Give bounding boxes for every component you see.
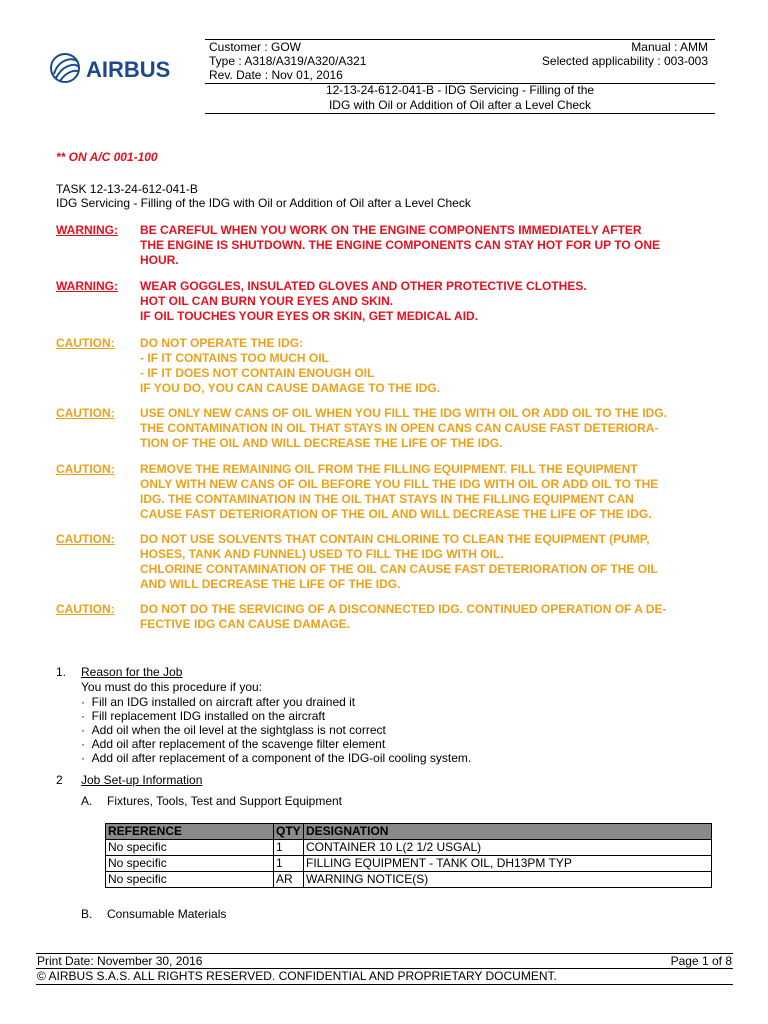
cell-designation: FILLING EQUIPMENT - TANK OIL, DH13PM TYP bbox=[304, 856, 712, 872]
caution-line: DO NOT USE SOLVENTS THAT CONTAIN CHLORINE TO CLEAN THE EQUIPMENT (PUMP, bbox=[140, 532, 650, 546]
list-item: · Add oil after replacement of the scavenge filter element bbox=[81, 737, 386, 751]
tools-table-wrap bbox=[105, 823, 712, 888]
logo-wordmark: AIRBUS bbox=[86, 57, 171, 82]
customer-field: Customer : GOW bbox=[209, 40, 302, 54]
table-row bbox=[106, 872, 712, 888]
warning-line: BE CAREFUL WHEN YOU WORK ON THE ENGINE COMPONENTS IMMEDIATELY AFTER bbox=[140, 223, 642, 237]
cell-designation: CONTAINER 10 L(2 1/2 USGAL) bbox=[304, 840, 712, 856]
warning-line: HOUR. bbox=[140, 253, 179, 267]
section-2-title: Job Set-up Information bbox=[81, 773, 203, 787]
list-item: · Add oil when the oil level at the sightglass is not correct bbox=[81, 723, 386, 737]
task-number: TASK 12-13-24-612-041-B bbox=[56, 182, 198, 196]
cell-qty: 1 bbox=[274, 856, 304, 872]
type-field: Type : A318/A319/A320/A321 bbox=[209, 54, 367, 68]
caution-label: CAUTION: bbox=[56, 336, 115, 350]
caution-line: FECTIVE IDG CAN CAUSE DAMAGE. bbox=[140, 617, 351, 631]
cell-qty: AR bbox=[274, 872, 304, 888]
subsection-b-letter: B. bbox=[81, 907, 93, 921]
caution-label: CAUTION: bbox=[56, 602, 115, 616]
caution-label: CAUTION: bbox=[56, 406, 115, 420]
caution-line: IF YOU DO, YOU CAN CAUSE DAMAGE TO THE IDG. bbox=[140, 381, 441, 395]
list-item: · Fill replacement IDG installed on the aircraft bbox=[81, 709, 326, 723]
page-number: Page 1 of 8 bbox=[670, 954, 732, 968]
section-1-title: Reason for the Job bbox=[81, 665, 183, 679]
print-date: Print Date: November 30, 2016 bbox=[37, 954, 203, 968]
section-1-number: 1. bbox=[56, 665, 67, 679]
warning-line: THE ENGINE IS SHUTDOWN. THE ENGINE COMPONENTS CAN STAY HOT FOR UP TO ONE bbox=[140, 238, 661, 252]
caution-line: USE ONLY NEW CANS OF OIL WHEN YOU FILL THE IDG WITH OIL OR ADD OIL TO THE IDG. bbox=[140, 406, 667, 420]
warning-message bbox=[140, 223, 660, 268]
task-title-line-2: IDG with Oil or Addition of Oil after a Level Check bbox=[328, 98, 592, 112]
column-header-qty: QTY bbox=[274, 824, 304, 840]
cell-reference: No specific bbox=[106, 856, 274, 872]
caution-line: CHLORINE CONTAMINATION OF THE OIL CAN CAUSE FAST DETERIORATION OF THE OIL bbox=[140, 562, 658, 576]
subsection-b-title: Consumable Materials bbox=[107, 907, 227, 921]
rev-date-field: Rev. Date : Nov 01, 2016 bbox=[209, 68, 343, 82]
caution-message bbox=[140, 406, 667, 451]
caution-line: AND WILL DECREASE THE LIFE OF THE IDG. bbox=[140, 577, 401, 591]
caution-line: - IF IT DOES NOT CONTAIN ENOUGH OIL bbox=[140, 366, 375, 380]
caution-line: DO NOT OPERATE THE IDG: bbox=[140, 336, 304, 350]
subsection-a-title: Fixtures, Tools, Test and Support Equipment bbox=[107, 794, 343, 808]
caution-message bbox=[140, 532, 658, 592]
caution-line: IDG. THE CONTAMINATION IN THE OIL THAT STAYS IN THE FILLING EQUIPMENT CAN bbox=[140, 492, 634, 506]
caution-line: REMOVE THE REMAINING OIL FROM THE FILLING EQUIPMENT. FILL THE EQUIPMENT bbox=[140, 462, 638, 476]
cell-reference: No specific bbox=[106, 840, 274, 856]
list-item: · Add oil after replacement of a component of the IDG-oil cooling system. bbox=[81, 751, 472, 765]
applicability-field: Selected applicability : 003-003 bbox=[541, 54, 708, 68]
warning-label: WARNING: bbox=[56, 279, 118, 293]
manual-field: Manual : AMM bbox=[631, 40, 708, 54]
table-row bbox=[106, 840, 712, 856]
caution-message bbox=[140, 336, 440, 396]
warning-label: WARNING: bbox=[56, 223, 118, 237]
caution-message bbox=[140, 462, 658, 522]
column-header-designation: DESIGNATION bbox=[304, 824, 712, 840]
section-1-intro: You must do this procedure if you: bbox=[81, 680, 262, 694]
caution-label: CAUTION: bbox=[56, 532, 115, 546]
caution-line: TION OF THE OIL AND WILL DECREASE THE LIFE OF THE IDG. bbox=[140, 436, 503, 450]
footer-bottom-rule bbox=[36, 984, 733, 985]
subsection-a-letter: A. bbox=[81, 794, 93, 808]
caution-line: DO NOT DO THE SERVICING OF A DISCONNECTED IDG. CONTINUED OPERATION OF A DE- bbox=[140, 602, 667, 616]
caution-label: CAUTION: bbox=[56, 462, 115, 476]
caution-line: CAUSE FAST DETERIORATION OF THE OIL AND WILL DECREASE THE LIFE OF THE IDG. bbox=[140, 507, 652, 521]
copyright-notice: © AIRBUS S.A.S. ALL RIGHTS RESERVED. CONFIDENTIAL AND PROPRIETARY DOCUMENT. bbox=[37, 969, 557, 983]
cell-reference: No specific bbox=[106, 872, 274, 888]
caution-line: ONLY WITH NEW CANS OF OIL BEFORE YOU FILL THE IDG WITH OIL OR ADD OIL TO THE bbox=[140, 477, 659, 491]
caution-line: HOSES, TANK AND FUNNEL) USED TO FILL THE IDG WITH OIL. bbox=[140, 547, 504, 561]
list-item: · Fill an IDG installed on aircraft after you drained it bbox=[81, 695, 356, 709]
section-2-number: 2 bbox=[56, 773, 63, 787]
warning-line: HOT OIL CAN BURN YOUR EYES AND SKIN. bbox=[140, 294, 394, 308]
warning-line: WEAR GOGGLES, INSULATED GLOVES AND OTHER PROTECTIVE CLOTHES. bbox=[140, 279, 587, 293]
caution-message bbox=[140, 602, 666, 632]
task-title-header bbox=[205, 83, 715, 113]
task-title-line-1: 12-13-24-612-041-B - IDG Servicing - Filling of the bbox=[325, 83, 595, 97]
tools-table bbox=[105, 823, 712, 888]
caution-line: THE CONTAMINATION IN OIL THAT STAYS IN OPEN CANS CAN CAUSE FAST DETERIORA- bbox=[140, 421, 659, 435]
table-header-row bbox=[106, 824, 712, 840]
cell-qty: 1 bbox=[274, 840, 304, 856]
airbus-logo bbox=[48, 50, 198, 86]
header-bottom-rule bbox=[205, 113, 715, 114]
task-title: IDG Servicing - Filling of the IDG with Oil or Addition of Oil after a Level Check bbox=[56, 196, 471, 210]
warning-line: IF OIL TOUCHES YOUR EYES OR SKIN, GET MEDICAL AID. bbox=[140, 309, 479, 323]
cell-designation: WARNING NOTICE(S) bbox=[304, 872, 712, 888]
column-header-reference: REFERENCE bbox=[106, 824, 274, 840]
effectivity: ** ON A/C 001-100 bbox=[56, 150, 158, 164]
reason-bullet-list bbox=[81, 695, 471, 765]
caution-line: - IF IT CONTAINS TOO MUCH OIL bbox=[140, 351, 329, 365]
warning-message bbox=[140, 279, 587, 324]
table-row bbox=[106, 856, 712, 872]
